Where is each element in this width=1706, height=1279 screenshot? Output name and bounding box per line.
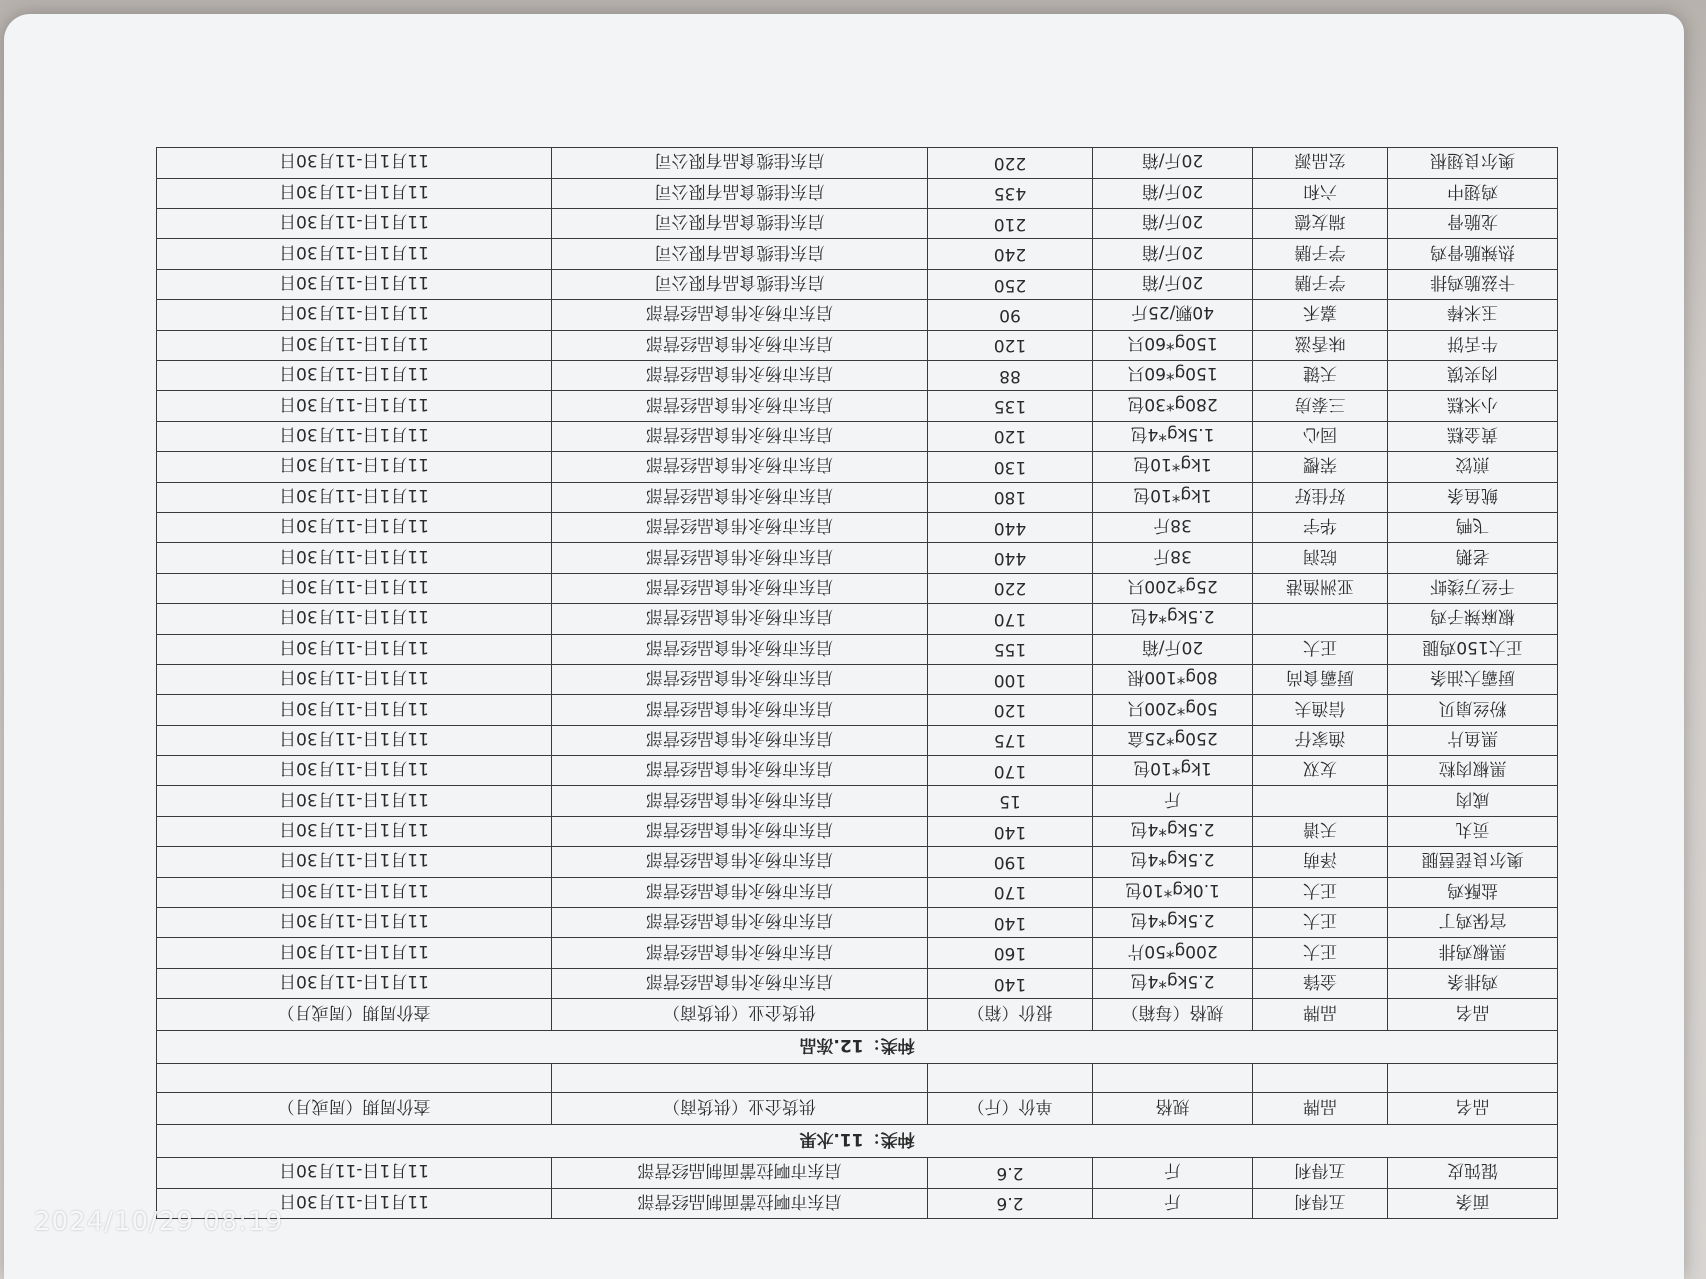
period-cell: 11月1日-11月30日 — [157, 725, 552, 755]
column-header: 规格 — [1093, 1093, 1253, 1125]
spec-cell: 20斤/箱 — [1093, 148, 1253, 178]
table-row — [157, 300, 1558, 330]
price-cell: 170 — [928, 604, 1093, 634]
empty-cell — [1253, 1064, 1388, 1093]
section-title-row — [157, 1031, 1558, 1064]
price-cell: 130 — [928, 452, 1093, 482]
period-cell: 11月1日-11月30日 — [157, 968, 552, 998]
brand-cell: 渔家仔 — [1253, 725, 1388, 755]
name-cell: 牛舌饼 — [1388, 330, 1558, 360]
spec-cell: 斤 — [1093, 1158, 1253, 1188]
table-row — [157, 482, 1558, 512]
spec-cell: 2.5kg*4包 — [1093, 604, 1253, 634]
price-cell: 2.6 — [928, 1158, 1093, 1188]
empty-cell — [157, 1064, 552, 1093]
table-row — [157, 178, 1558, 208]
header-row — [157, 999, 1558, 1031]
supplier-cell: 启东市杨永伟食品经营部 — [552, 695, 928, 725]
column-header: 供货企业（供货商） — [552, 1093, 928, 1125]
brand-cell: 学子膳 — [1253, 239, 1388, 269]
table-row — [157, 1158, 1558, 1188]
name-cell: 黄金糕 — [1388, 421, 1558, 451]
brand-cell: 正大 — [1253, 908, 1388, 938]
table-row — [157, 209, 1558, 239]
name-cell: 鸡翅中 — [1388, 178, 1558, 208]
name-cell: 老鹅 — [1388, 543, 1558, 573]
brand-cell: 皖润 — [1253, 543, 1388, 573]
table-row — [157, 421, 1558, 451]
supplier-cell: 启东市杨永伟食品经营部 — [552, 786, 928, 816]
name-cell: 千丝万缕虾 — [1388, 573, 1558, 603]
brand-cell: 味香滋 — [1253, 330, 1388, 360]
table-row — [157, 148, 1558, 178]
period-cell: 11月1日-11月30日 — [157, 1158, 552, 1188]
period-cell: 11月1日-11月30日 — [157, 604, 552, 634]
brand-cell: 宏品源 — [1253, 148, 1388, 178]
brand-cell: 学子膳 — [1253, 269, 1388, 299]
name-cell: 黑椒鸡排 — [1388, 938, 1558, 968]
spec-cell: 2.5kg*4包 — [1093, 816, 1253, 846]
brand-cell: 友双 — [1253, 756, 1388, 786]
supplier-cell: 启东佳缆食品有限公司 — [552, 178, 928, 208]
price-cell: 170 — [928, 756, 1093, 786]
supplier-cell: 启东市杨永伟食品经营部 — [552, 664, 928, 694]
name-cell: 肉夹馍 — [1388, 361, 1558, 391]
brand-cell — [1253, 604, 1388, 634]
brand-cell: 正大 — [1253, 938, 1388, 968]
name-cell: 宫保鸡丁 — [1388, 908, 1558, 938]
spec-cell: 1kg*10包 — [1093, 756, 1253, 786]
period-cell: 11月1日-11月30日 — [157, 938, 552, 968]
table-row — [157, 725, 1558, 755]
supplier-cell: 启东市杨永伟食品经营部 — [552, 330, 928, 360]
price-cell: 220 — [928, 573, 1093, 603]
spec-cell: 1.0kg*10包 — [1093, 877, 1253, 907]
brand-cell: 华宇 — [1253, 512, 1388, 542]
brand-cell: 嘉禾 — [1253, 300, 1388, 330]
price-cell: 90 — [928, 300, 1093, 330]
supplier-cell: 启东市杨永伟食品经营部 — [552, 938, 928, 968]
price-cell: 140 — [928, 968, 1093, 998]
supplier-cell: 启东市杨永伟食品经营部 — [552, 877, 928, 907]
period-cell: 11月1日-11月30日 — [157, 756, 552, 786]
period-cell: 11月1日-11月30日 — [157, 908, 552, 938]
brand-cell: 亚洲渔港 — [1253, 573, 1388, 603]
price-cell: 88 — [928, 361, 1093, 391]
price-cell: 175 — [928, 725, 1093, 755]
spec-cell: 40颗/25斤 — [1093, 300, 1253, 330]
name-cell: 鱿鱼条 — [1388, 482, 1558, 512]
column-header: 查价周期（周或月） — [157, 999, 552, 1031]
supplier-cell: 启东市杨永伟食品经营部 — [552, 756, 928, 786]
section-title-row — [157, 1125, 1558, 1158]
name-cell: 馄饨皮 — [1388, 1158, 1558, 1188]
period-cell: 11月1日-11月30日 — [157, 877, 552, 907]
table-row — [157, 938, 1558, 968]
spec-cell: 200g*50片 — [1093, 938, 1253, 968]
supplier-cell: 启东市杨永伟食品经营部 — [552, 482, 928, 512]
table-row — [157, 543, 1558, 573]
name-cell: 咸肉 — [1388, 786, 1558, 816]
period-cell: 11月1日-11月30日 — [157, 816, 552, 846]
price-cell: 15 — [928, 786, 1093, 816]
spec-cell: 38斤 — [1093, 512, 1253, 542]
table-row — [157, 604, 1558, 634]
brand-cell: 信渔夫 — [1253, 695, 1388, 725]
price-table — [156, 147, 1558, 1219]
spec-cell: 38斤 — [1093, 543, 1253, 573]
brand-cell: 六和 — [1253, 178, 1388, 208]
name-cell: 奥尔良翅根 — [1388, 148, 1558, 178]
column-header: 品牌 — [1253, 999, 1388, 1031]
period-cell: 11月1日-11月30日 — [157, 512, 552, 542]
supplier-cell: 启东市杨永伟食品经营部 — [552, 908, 928, 938]
supplier-cell: 启东市杨永伟食品经营部 — [552, 361, 928, 391]
spec-cell: 80g*100根 — [1093, 664, 1253, 694]
photo-timestamp: 2024/10/29 08:19 — [34, 1207, 284, 1237]
name-cell: 玉米棒 — [1388, 300, 1558, 330]
period-cell: 11月1日-11月30日 — [157, 664, 552, 694]
name-cell: 热辣脆骨鸡 — [1388, 239, 1558, 269]
supplier-cell: 启东市杨永伟食品经营部 — [552, 300, 928, 330]
supplier-cell: 启东佳缆食品有限公司 — [552, 269, 928, 299]
price-cell: 160 — [928, 938, 1093, 968]
empty-cell — [552, 1064, 928, 1093]
supplier-cell: 启东市杨永伟食品经营部 — [552, 391, 928, 421]
price-cell: 170 — [928, 877, 1093, 907]
table-row-empty — [157, 1064, 1558, 1093]
period-cell: 11月1日-11月30日 — [157, 786, 552, 816]
brand-cell: 好佳好 — [1253, 482, 1388, 512]
price-cell: 155 — [928, 634, 1093, 664]
price-cell: 140 — [928, 908, 1093, 938]
empty-cell — [1388, 1064, 1558, 1093]
table-row — [157, 1188, 1558, 1218]
table-row — [157, 756, 1558, 786]
spec-cell: 150g*60只 — [1093, 330, 1253, 360]
brand-cell: 天谱 — [1253, 816, 1388, 846]
supplier-cell: 启东市杨永伟食品经营部 — [552, 452, 928, 482]
price-cell: 140 — [928, 816, 1093, 846]
brand-cell: 三泰房 — [1253, 391, 1388, 421]
period-cell: 11月1日-11月30日 — [157, 239, 552, 269]
brand-cell: 荣樱 — [1253, 452, 1388, 482]
period-cell: 11月1日-11月30日 — [157, 391, 552, 421]
price-cell: 2.6 — [928, 1188, 1093, 1218]
name-cell: 龙脆骨 — [1388, 209, 1558, 239]
brand-cell — [1253, 786, 1388, 816]
period-cell: 11月1日-11月30日 — [157, 634, 552, 664]
period-cell: 11月1日-11月30日 — [157, 269, 552, 299]
name-cell: 面条 — [1388, 1188, 1558, 1218]
spec-cell: 20斤/箱 — [1093, 269, 1253, 299]
table-row — [157, 452, 1558, 482]
name-cell: 正大150鸡腿 — [1388, 634, 1558, 664]
price-cell: 100 — [928, 664, 1093, 694]
column-header: 品牌 — [1253, 1093, 1388, 1125]
table-row — [157, 512, 1558, 542]
header-row — [157, 1093, 1558, 1125]
spec-cell: 20斤/箱 — [1093, 239, 1253, 269]
column-header: 报价（箱） — [928, 999, 1093, 1031]
period-cell: 11月1日-11月30日 — [157, 847, 552, 877]
table-row — [157, 908, 1558, 938]
name-cell: 黑椒肉粒 — [1388, 756, 1558, 786]
spec-cell: 20斤/箱 — [1093, 634, 1253, 664]
name-cell: 粉丝扇贝 — [1388, 695, 1558, 725]
spec-cell: 280g*30包 — [1093, 391, 1253, 421]
name-cell: 小米糕 — [1388, 391, 1558, 421]
price-cell: 190 — [928, 847, 1093, 877]
supplier-cell: 启东市杨永伟食品经营部 — [552, 543, 928, 573]
period-cell: 11月1日-11月30日 — [157, 178, 552, 208]
spec-cell: 2.5kg*4包 — [1093, 968, 1253, 998]
spec-cell: 斤 — [1093, 786, 1253, 816]
spec-cell: 50g*200只 — [1093, 695, 1253, 725]
name-cell: 贡丸 — [1388, 816, 1558, 846]
empty-cell — [928, 1064, 1093, 1093]
column-header: 规格（每箱） — [1093, 999, 1253, 1031]
brand-cell: 园心 — [1253, 421, 1388, 451]
period-cell: 11月1日-11月30日 — [157, 695, 552, 725]
table-row — [157, 968, 1558, 998]
supplier-cell: 启东市杨永伟食品经营部 — [552, 725, 928, 755]
table-row — [157, 847, 1558, 877]
column-header: 品名 — [1388, 1093, 1558, 1125]
name-cell: 椒麻辣子鸡 — [1388, 604, 1558, 634]
name-cell: 奥尔良琵琶腿 — [1388, 847, 1558, 877]
spec-cell: 20斤/箱 — [1093, 178, 1253, 208]
brand-cell: 泽萌 — [1253, 847, 1388, 877]
spec-cell: 150g*60只 — [1093, 361, 1253, 391]
price-table-sheet — [157, 147, 1558, 1219]
column-header: 单价（斤） — [928, 1093, 1093, 1125]
period-cell: 11月1日-11月30日 — [157, 209, 552, 239]
table-row — [157, 664, 1558, 694]
supplier-cell: 启东市杨永伟食品经营部 — [552, 847, 928, 877]
column-header: 供货企业（供货商） — [552, 999, 928, 1031]
price-cell: 440 — [928, 512, 1093, 542]
price-cell: 210 — [928, 209, 1093, 239]
spec-cell: 250g*25盒 — [1093, 725, 1253, 755]
supplier-cell: 启东市杨永伟食品经营部 — [552, 968, 928, 998]
name-cell: 鸡排条 — [1388, 968, 1558, 998]
spec-cell: 2.5kg*4包 — [1093, 847, 1253, 877]
supplier-cell: 启东市杨永伟食品经营部 — [552, 512, 928, 542]
period-cell: 11月1日-11月30日 — [157, 148, 552, 178]
period-cell: 11月1日-11月30日 — [157, 361, 552, 391]
spec-cell: 1kg*10包 — [1093, 482, 1253, 512]
name-cell: 盐酥鸡 — [1388, 877, 1558, 907]
brand-cell: 天键 — [1253, 361, 1388, 391]
table-row — [157, 269, 1558, 299]
spec-cell: 25g*200只 — [1093, 573, 1253, 603]
name-cell: 厨霸大油条 — [1388, 664, 1558, 694]
period-cell: 11月1日-11月30日 — [157, 543, 552, 573]
period-cell: 11月1日-11月30日 — [157, 482, 552, 512]
supplier-cell: 启东市啊拉蕾面制品经营部 — [552, 1188, 928, 1218]
name-cell: 飞鸭 — [1388, 512, 1558, 542]
price-cell: 440 — [928, 543, 1093, 573]
brand-cell: 五得利 — [1253, 1158, 1388, 1188]
price-cell: 435 — [928, 178, 1093, 208]
supplier-cell: 启东市杨永伟食品经营部 — [552, 604, 928, 634]
table-row — [157, 361, 1558, 391]
price-cell: 120 — [928, 695, 1093, 725]
table-row — [157, 239, 1558, 269]
period-cell: 11月1日-11月30日 — [157, 452, 552, 482]
period-cell: 11月1日-11月30日 — [157, 330, 552, 360]
spec-cell: 斤 — [1093, 1188, 1253, 1218]
brand-cell: 五得利 — [1253, 1188, 1388, 1218]
period-cell: 11月1日-11月30日 — [157, 421, 552, 451]
price-cell: 135 — [928, 391, 1093, 421]
brand-cell: 正大 — [1253, 634, 1388, 664]
supplier-cell: 启东市杨永伟食品经营部 — [552, 421, 928, 451]
period-cell: 11月1日-11月30日 — [157, 573, 552, 603]
supplier-cell: 启东佳缆食品有限公司 — [552, 239, 928, 269]
column-header: 品名 — [1388, 999, 1558, 1031]
price-cell: 120 — [928, 330, 1093, 360]
spec-cell: 20斤/箱 — [1093, 209, 1253, 239]
table-row — [157, 695, 1558, 725]
table-row — [157, 877, 1558, 907]
price-cell: 240 — [928, 239, 1093, 269]
supplier-cell: 启东佳缆食品有限公司 — [552, 209, 928, 239]
price-cell: 250 — [928, 269, 1093, 299]
brand-cell: 厨霸食尚 — [1253, 664, 1388, 694]
spec-cell: 1.5kg*4包 — [1093, 421, 1253, 451]
supplier-cell: 启东市杨永伟食品经营部 — [552, 634, 928, 664]
table-row — [157, 391, 1558, 421]
section-title: 种类：12.冻品 — [157, 1031, 1558, 1064]
supplier-cell: 启东市杨永伟食品经营部 — [552, 573, 928, 603]
price-cell: 220 — [928, 148, 1093, 178]
supplier-cell: 启东佳缆食品有限公司 — [552, 148, 928, 178]
price-cell: 120 — [928, 421, 1093, 451]
brand-cell: 瑞友德 — [1253, 209, 1388, 239]
table-row — [157, 786, 1558, 816]
spec-cell: 2.5kg*4包 — [1093, 908, 1253, 938]
spec-cell: 1kg*10包 — [1093, 452, 1253, 482]
name-cell: 卡兹脆鸡排 — [1388, 269, 1558, 299]
empty-cell — [1093, 1064, 1253, 1093]
supplier-cell: 启东市杨永伟食品经营部 — [552, 816, 928, 846]
brand-cell: 金锋 — [1253, 968, 1388, 998]
period-cell: 11月1日-11月30日 — [157, 300, 552, 330]
section-title: 种类：11.水果 — [157, 1125, 1558, 1158]
period-cell: 11月1日-11月30日 — [157, 1188, 552, 1218]
table-row — [157, 634, 1558, 664]
supplier-cell: 启东市啊拉蕾面制品经营部 — [552, 1158, 928, 1188]
name-cell: 煎饺 — [1388, 452, 1558, 482]
price-cell: 180 — [928, 482, 1093, 512]
table-row — [157, 816, 1558, 846]
column-header: 查价周期（周或月） — [157, 1093, 552, 1125]
table-row — [157, 573, 1558, 603]
table-row — [157, 330, 1558, 360]
brand-cell: 正大 — [1253, 877, 1388, 907]
name-cell: 黑鱼片 — [1388, 725, 1558, 755]
